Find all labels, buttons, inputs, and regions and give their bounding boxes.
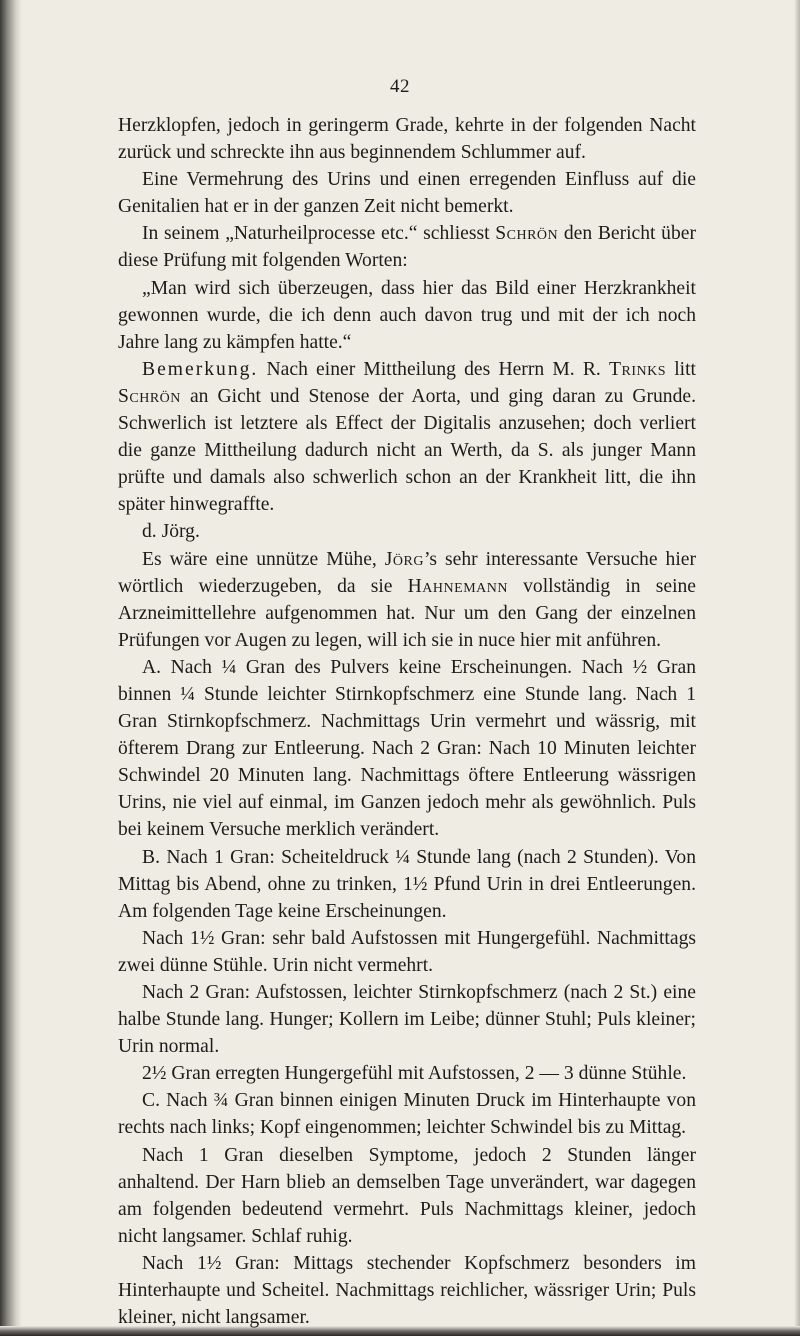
paragraph: Nach 2 Gran: Aufstossen, leichter Stirnkopfschmerz (nach 2 St.) eine halbe Stunde lang. Hunger; Kollern im Leibe; dünner Stuhl; Puls kleiner; Urin normal.	[118, 982, 696, 1058]
experiment-c: C. Nach ¾ Gran binnen einigen Minuten Druck im Hinterhaupte von rechts nach links; Kopf eingenommen; leichter Schwindel bis zu Mittag.	[118, 1090, 696, 1139]
text-run: den Bericht über diese Prüfung mit folgenden Worten:	[118, 223, 696, 272]
paragraph: 2½ Gran erregten Hungergefühl mit Aufstossen, 2 — 3 dünne Stühle.	[142, 1063, 687, 1085]
paragraph: Eine Vermehrung des Urins und einen erregenden Einfluss auf die Genitalien hat er in der ganzen Zeit nicht bemerkt.	[118, 169, 696, 218]
author-name-schroen: Schrön	[118, 385, 181, 407]
paragraph: Nach 1½ Gran: sehr bald Aufstossen mit Hungergefühl. Nachmittags zwei dünne Stühle. Urin nicht vermehrt.	[118, 927, 696, 976]
paragraph: Nach 1½ Gran: Mittags stechender Kopfschmerz besonders im Hinterhaupte und Scheitel. Nachmittags reichlicher, wässriger Urin; Puls kleiner, nicht langsamer.	[118, 1252, 696, 1329]
page-edge-shadow	[794, 0, 800, 1336]
text-run: Es wäre eine unnütze Mühe,	[142, 548, 385, 570]
author-name-hahnemann: Hahnemann	[407, 575, 508, 597]
text-run: an Gicht und Stenose der Aorta, und ging daran zu Grunde. Schwerlich ist letztere als Effect der Digitalis anzusehen; doch verliert die ganze Mittheilung dadurch nicht an Werth, da S. als junger Mann prüfte und damals also schwerlich schon an der Krankheit litt, die ihn später hinwegraffte.	[118, 385, 696, 516]
book-binding-shadow	[0, 0, 22, 1336]
paragraph: Nach 1 Gran dieselben Symptome, jedoch 2 Stunden länger anhaltend. Der Harn blieb an demselben Tage unverändert, war dagegen am folgenden bedeutend vermehrt. Puls Nachmittags kleiner, jedoch nicht langsamer. Schlaf ruhig.	[118, 1144, 696, 1247]
experiment-b: B. Nach 1 Gran: Scheiteldruck ¼ Stunde lang (nach 2 Stunden). Von Mittag bis Abend, ohne zu trinken, 1½ Pfund Urin in drei Entleerungen. Am folgenden Tage keine Erscheinungen.	[118, 846, 696, 922]
body-text	[118, 112, 696, 1331]
paragraph	[118, 220, 696, 274]
author-name-joerg: Jörg	[384, 548, 424, 570]
experiment-a: A. Nach ¼ Gran des Pulvers keine Erscheinungen. Nach ½ Gran binnen ¼ Stunde leichter Stirnkopfschmerz eine Stunde lang. Nach 1 Gran Stirnkopfschmerz. Nachmittags Urin vermehrt und wässrig, mit öfterem Drang zur Entleerung. Nach 2 Gran: Nach 10 Minuten leichter Schwindel 20 Minuten lang. Nachmittags öftere Entleerung wässrigen Urins, nie viel auf einmal, im Ganzen jedoch mehr als gewöhnlich. Puls bei keinem Versuche merklich verändert.	[118, 656, 696, 841]
paragraph: Herzklopfen, jedoch in geringerm Grade, kehrte in der folgenden Nacht zurück und schreckte ihn aus beginnendem Schlummer auf.	[118, 115, 696, 164]
text-run: litt	[666, 358, 696, 380]
signature: d. Jörg.	[142, 521, 200, 543]
text-run: In seinem „Naturheilprocesse etc.“ schliesst	[142, 223, 496, 245]
text-run: ’s sehr interessante Versuche hier wörtlich wiederzugeben, da sie	[118, 548, 696, 597]
page-number: 42	[390, 76, 410, 97]
paragraph	[118, 546, 696, 654]
quotation: „Man wird sich überzeugen, dass hier das Bild einer Herzkrankheit gewonnen wurde, die ich denn auch davon trug und mit der ich noch Jahre lang zu kämpfen hatte.“	[118, 277, 696, 353]
author-name-trinks: Trinks	[609, 358, 667, 380]
text-run: Nach einer Mittheilung des Herrn M. R.	[258, 358, 610, 380]
author-name-schroen: Schrön	[495, 223, 559, 245]
remark-paragraph	[118, 356, 696, 519]
text-run: vollständig in seine Arzneimittellehre aufgenommen hat. Nur um den Gang der einzelnen Prüfungen vor Augen zu legen, will ich sie in nuce hier mit anführen.	[118, 575, 697, 651]
remark-label: Bemerkung.	[142, 358, 259, 380]
